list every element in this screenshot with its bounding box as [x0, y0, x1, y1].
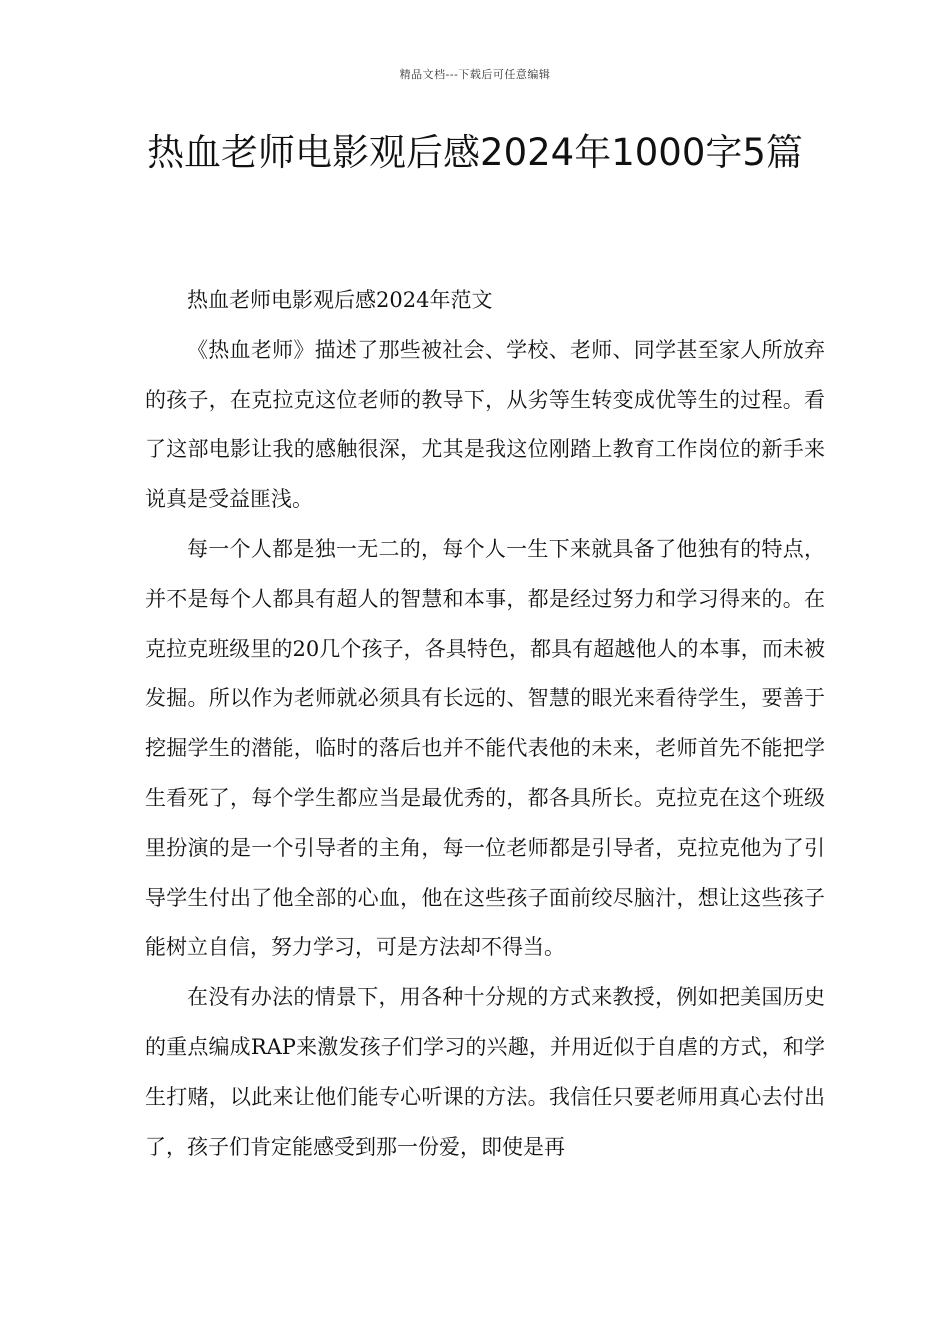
- body-paragraph: 在没有办法的情景下，用各种十分规的方式来教授，例如把美国历史的重点编成RAP来激发孩子们学习的兴趣，并用近似于自虐的方式，和学生打赌，以此来让他们能专心听课的方法。我信任只要老师用真心去付出了，孩子们肯定能感受到那一份爱，即使是再: [145, 985, 825, 1159]
- body-paragraph: 每一个人都是独一无二的，每个人一生下来就具备了他独有的特点，并不是每个人都具有超人的智慧和本事，都是经过努力和学习得来的。在克拉克班级里的20几个孩子，各具特色，都具有超越他人的本事，而未被发掘。所以作为老师就必须具有长远的、智慧的眼光来看待学生，要善于挖掘学生的潜能，临时的落后也并不能代表他的未来，老师首先不能把学生看死了，每个学生都应当是最优秀的，都各具所长。克拉克在这个班级里扮演的是一个引导者的主角，每一位老师都是引导者，克拉克他为了引导学生付出了他全部的心血，他在这些孩子面前绞尽脑汁，想让这些孩子能树立自信，努力学习，可是方法却不得当。: [145, 536, 825, 960]
- subtitle-paragraph: 热血老师电影观后感2024年范文: [187, 288, 493, 312]
- document-body: [145, 276, 825, 1172]
- document-title: 热血老师电影观后感2024年1000字5篇: [147, 131, 803, 174]
- header-note: 精品文档---下载后可任意编辑: [399, 68, 551, 81]
- body-paragraph: 《热血老师》描述了那些被社会、学校、老师、同学甚至家人所放弃的孩子，在克拉克这位老师的教导下，从劣等生转变成优等生的过程。看了这部电影让我的感触很深，尤其是我这位刚踏上教育工作岗位的新手来说真是受益匪浅。: [145, 337, 825, 512]
